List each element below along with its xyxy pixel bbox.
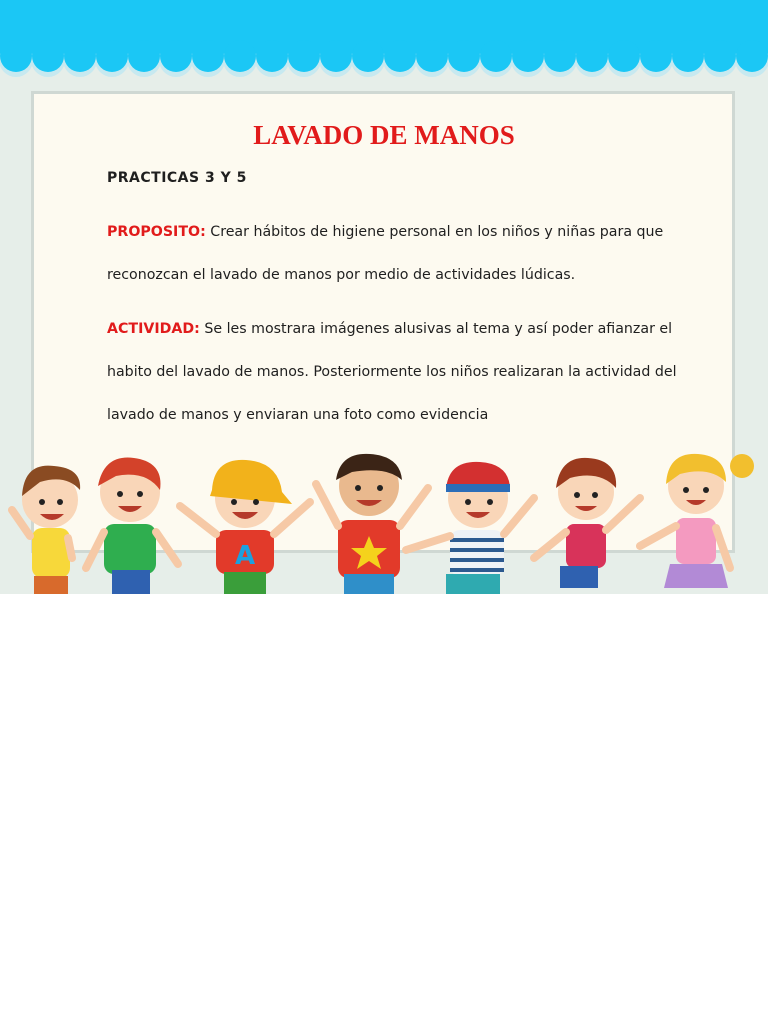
child-figure — [180, 460, 310, 594]
awning-scallop — [416, 40, 448, 72]
awning-scallop — [480, 40, 512, 72]
activity-label: ACTIVIDAD: — [107, 321, 200, 337]
activity-text-2: habito del lavado de manos. Posteriormente los niños realizaran la actividad del — [107, 364, 677, 380]
awning-scallop — [96, 40, 128, 72]
awning-scallop — [160, 40, 192, 72]
purpose-label: PROPOSITO: — [107, 224, 206, 240]
child-figure — [316, 454, 428, 594]
purpose-text-2: reconozcan el lavado de manos por medio de actividades lúdicas. — [107, 267, 576, 283]
awning-scallop — [288, 40, 320, 72]
awning-scallop — [0, 40, 32, 72]
child-figure — [86, 458, 178, 594]
awning-scallop — [448, 40, 480, 72]
awning-scallop — [704, 40, 736, 72]
awning-scallop — [352, 40, 384, 72]
awning-scallop — [672, 40, 704, 72]
awning-scallop — [128, 40, 160, 72]
scalloped-awning — [0, 0, 768, 82]
children-illustration — [0, 440, 768, 594]
child-figure — [534, 458, 640, 588]
activity-line-1 — [107, 321, 672, 337]
practices-subtitle: PRACTICAS 3 Y 5 — [107, 170, 247, 186]
awning-scallop — [576, 40, 608, 72]
child-figure — [640, 454, 754, 588]
awning-scallop — [736, 40, 768, 72]
awning-scallop — [256, 40, 288, 72]
awning-scallop — [544, 40, 576, 72]
child-figure — [12, 466, 80, 594]
page-title: LAVADO DE MANOS — [253, 120, 515, 150]
awning-scallop — [384, 40, 416, 72]
awning-scallop — [608, 40, 640, 72]
awning-scallop — [224, 40, 256, 72]
activity-text-3: lavado de manos y enviaran una foto como evidencia — [107, 407, 489, 423]
child-figure — [406, 462, 534, 594]
purpose-text-1: Crear hábitos de higiene personal en los niños y niñas para que — [210, 224, 664, 240]
awning-scallop — [640, 40, 672, 72]
activity-text-1: Se les mostrara imágenes alusivas al tema y así poder afianzar el — [204, 321, 673, 337]
purpose-line-1 — [107, 224, 663, 240]
awning-scallop — [64, 40, 96, 72]
awning-scallop — [32, 40, 64, 72]
awning-scallop — [192, 40, 224, 72]
awning-scallop — [512, 40, 544, 72]
awning-scallop — [320, 40, 352, 72]
shirt-letter: A — [234, 541, 256, 571]
